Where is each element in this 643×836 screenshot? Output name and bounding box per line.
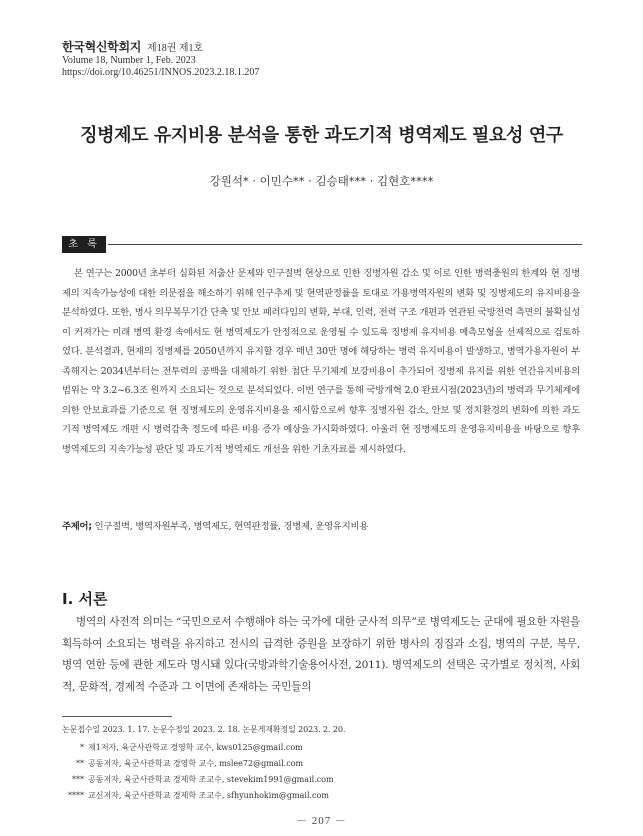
footnote-mark: ***: [72, 775, 84, 784]
abstract-paragraph: 본 연구는 2000년 초부터 심화된 저출산 문제와 인구절벽 현상으로 인한 징병자원 감소 및 이로 인한 병력충원의 한계와 현 징병제의 지속가능성에 대한 의문점을 해소하기 위해 인구추계 및 현역판정률을 토대로 가용병역자원의 변화 및 징병제도의 유지비용을 분석하였다. 또한, 병사 의무복무기간 단축 및 안보 패러다임의 변화, 부대, 인력, 전력 구조 개편과 연관된 국방전력 측면의 불확실성이 커져가는 미래 병역 환경 속에서도 현 병역제도가 안정적으로 운영될 수 있도록 징병제 유지비용 예측모형을 선제적으로 검토하였다. 분석결과, 현재의 징병제를 2050년까지 유지할 경우 매년 30만 명에 해당하는 병력 유지비용이 발생하고, 병역가용자원이 부족해지는 2034년부터는 전투력의 공백을 대체하기 위한 첨단 무기체계 보강비용이 추가되어 징병제 유지를 위한 연간유지비용의 범위는 약 3.2~6.3조 원까지 소요되는 것으로 분석되었다. 이번 연구를 통해 국방개혁 2.0 완료시점(2023년)의 병력과 무기체계에 의한 안보효과를 기준으로 현 징병제도의 운영유지비용을 제시함으로써 향후 징병자원 감소, 안보 및 정치환경의 변화에 의한 과도기적 병역제도 개편 시 병력감축 정도에 따른 비용 증가 예상을 가시화하였다. 아울러 현 징병제도의 운영유지비용을 바탕으로 향후 병역제도의 지속가능성 판단 및 과도기적 병역제도 개선을 위한 기초자료를 제시하였다.: [62, 268, 580, 455]
doi-link[interactable]: https://doi.org/10.46251/INNOS.2023.2.18.1.207: [62, 67, 260, 78]
journal-header: [62, 38, 582, 79]
keywords-label: 주제어;: [62, 521, 92, 532]
journal-issue: 제18권 제1호: [147, 43, 204, 54]
footnote-text: 공동저자, 육군사관학교 경제학 조교수, stevekim1991@gmail.com: [88, 775, 334, 784]
footnote-mark: *: [80, 743, 84, 752]
page-number: － 207 －: [296, 815, 347, 827]
footnote-mark: **: [76, 759, 84, 768]
footnote-item: [62, 756, 582, 772]
volume-line: Volume 18, Number 1, Feb. 2023: [62, 55, 196, 66]
submission-dates: 논문접수일 2023. 1. 17. 논문수정일 2023. 2. 18. 논문게재확정일 2023. 2. 20.: [62, 725, 346, 734]
paper-title: 징병제도 유지비용 분석을 통한 과도기적 병역제도 필요성 연구: [80, 125, 563, 146]
journal-line: [62, 38, 582, 55]
section-heading: Ⅰ. 서론: [62, 590, 108, 608]
footnote-item: [62, 772, 582, 788]
author-list: 강원석* · 이민수** · 김승태*** · 김현호****: [209, 174, 434, 188]
footnotes: [62, 724, 582, 804]
abstract-header: [62, 236, 582, 254]
section-text-block: [62, 612, 580, 698]
footnote-item: [62, 788, 582, 804]
abstract-divider: [108, 244, 582, 245]
abstract-text-block: [62, 264, 580, 459]
footnote-divider: [62, 716, 172, 717]
footnote-text: 제1저자, 육군사관학교 경영학 교수, kws0125@gmail.com: [88, 743, 303, 752]
footnote-text: 교신저자, 육군사관학교 경제학 조교수, sfhyunhokim@gmail.com: [88, 791, 329, 800]
abstract-label: 초 록: [62, 236, 106, 253]
journal-name: 한국혁신학회지: [62, 40, 142, 54]
section-paragraph: 병역의 사전적 의미는 “국민으로서 수행해야 하는 국가에 대한 군사적 의무”로 병역제도는 군대에 필요한 자원을 획득하여 소요되는 병력을 유지하고 전시의 급격한 증원을 보장하기 위한 병사의 징집과 소집, 병역의 구분, 복무, 병역 연한 등에 관한 제도라 명시돼 있다(국방과학기술용어사전, 2011). 병역제도의 선택은 국가별로 정치적, 사회적, 문화적, 경제적 수준과 그 이면에 존재하는 국민들의: [62, 616, 580, 693]
footnote-mark: ****: [68, 791, 84, 800]
footnote-item: [62, 740, 582, 756]
footnote-text: 공동저자, 육군사관학교 경영학 교수, mslee72@gmail.com: [88, 759, 304, 768]
keywords: [62, 518, 580, 532]
keywords-list: 인구절벽, 병역자원부족, 병역제도, 현역판정률, 징병제, 운영유지비용: [94, 521, 369, 532]
